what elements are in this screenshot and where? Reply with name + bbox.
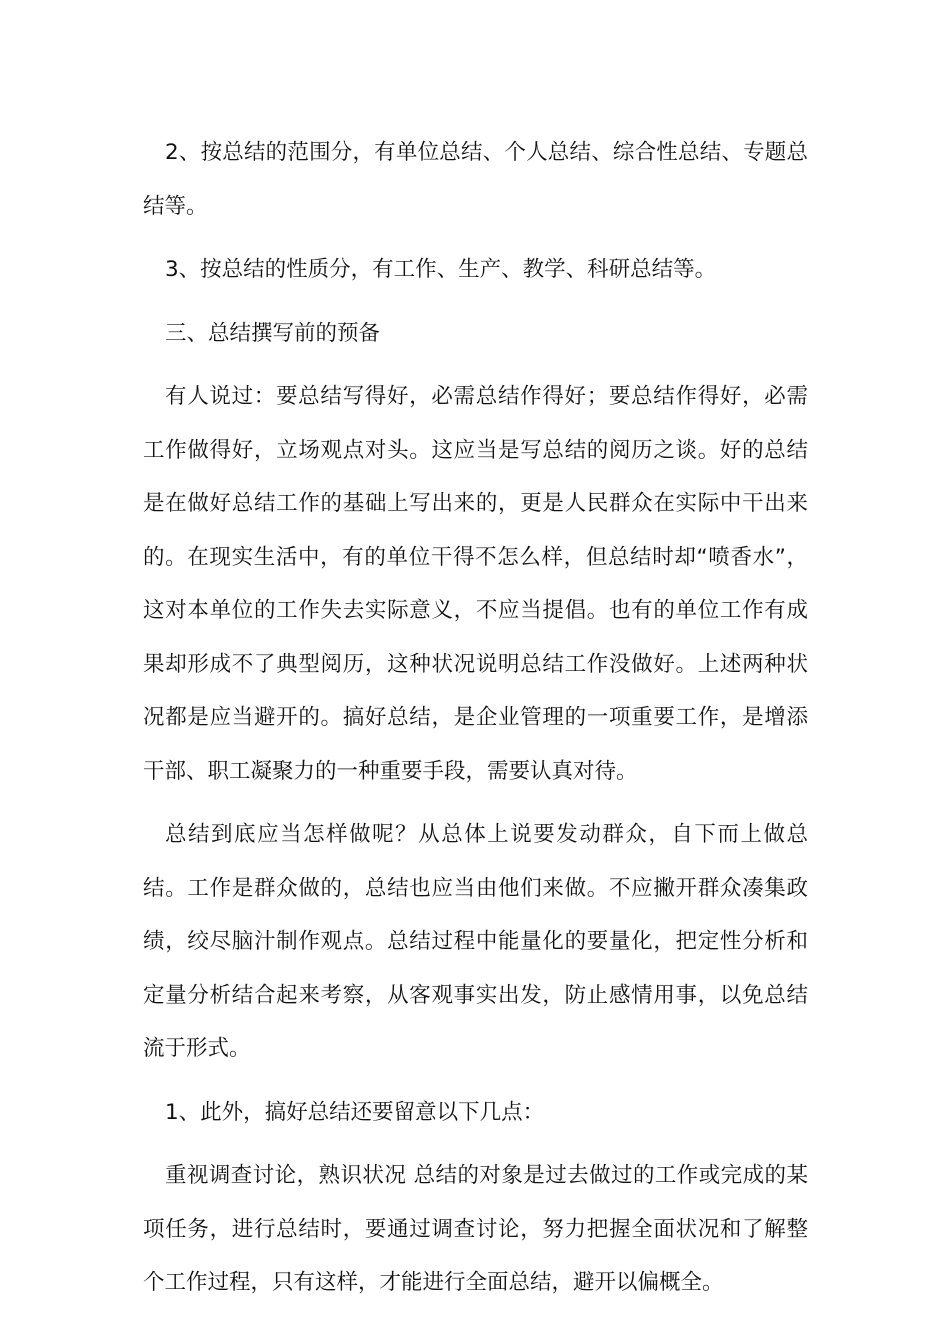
section-heading-preparation: 三、总结撰写前的预备 xyxy=(165,320,381,346)
document-body xyxy=(143,126,808,1310)
paragraph-investigation: 重视调查讨论，熟识状况 总结的对象是过去做过的工作或完成的某项任务，进行总结时，要通过调查讨论，努力把握全面状况和了解整个工作过程，只有这样，才能进行全面总结，避开以偏概全。 xyxy=(143,1163,808,1295)
paragraph-points-intro: 1、此外，搞好总结还要留意以下几点： xyxy=(165,1099,545,1125)
paragraph-nature-classification: 3、按总结的性质分，有工作、生产、教学、科研总结等。 xyxy=(165,257,717,282)
paragraph-how-to-summarize: 总结到底应当怎样做呢？从总体上说要发动群众，自下而上做总结。工作是群众做的，总结也应当由他们来做。不应撇开群众凑集政绩，绞尽脑汁制作观点。总结过程中能量化的要量化，把定性分析和定量分析结合起来考察，从客观事实出发，防止感情用事，以免总结流于形式。 xyxy=(143,822,808,1061)
paragraph-scope-classification: 2、按总结的范围分，有单位总结、个人总结、综合性总结、专题总结等。 xyxy=(143,140,808,219)
paragraph-preparation-body: 有人说过：要总结写得好，必需总结作得好；要总结作得好，必需工作做得好，立场观点对头。这应当是写总结的阅历之谈。好的总结是在做好总结工作的基础上写出来的，更是人民群众在实际中干出来的。在现实生活中，有的单位干得不怎么样，但总结时却“喷香水”，这对本单位的工作失去实际意义，不应当提倡。也有的单位工作有成果却形成不了典型阅历，这种状况说明总结工作没做好。上述两种状况都是应当避开的。搞好总结，是企业管理的一项重要工作，是增添干部、职工凝聚力的一种重要手段，需要认真对待。 xyxy=(143,384,808,784)
